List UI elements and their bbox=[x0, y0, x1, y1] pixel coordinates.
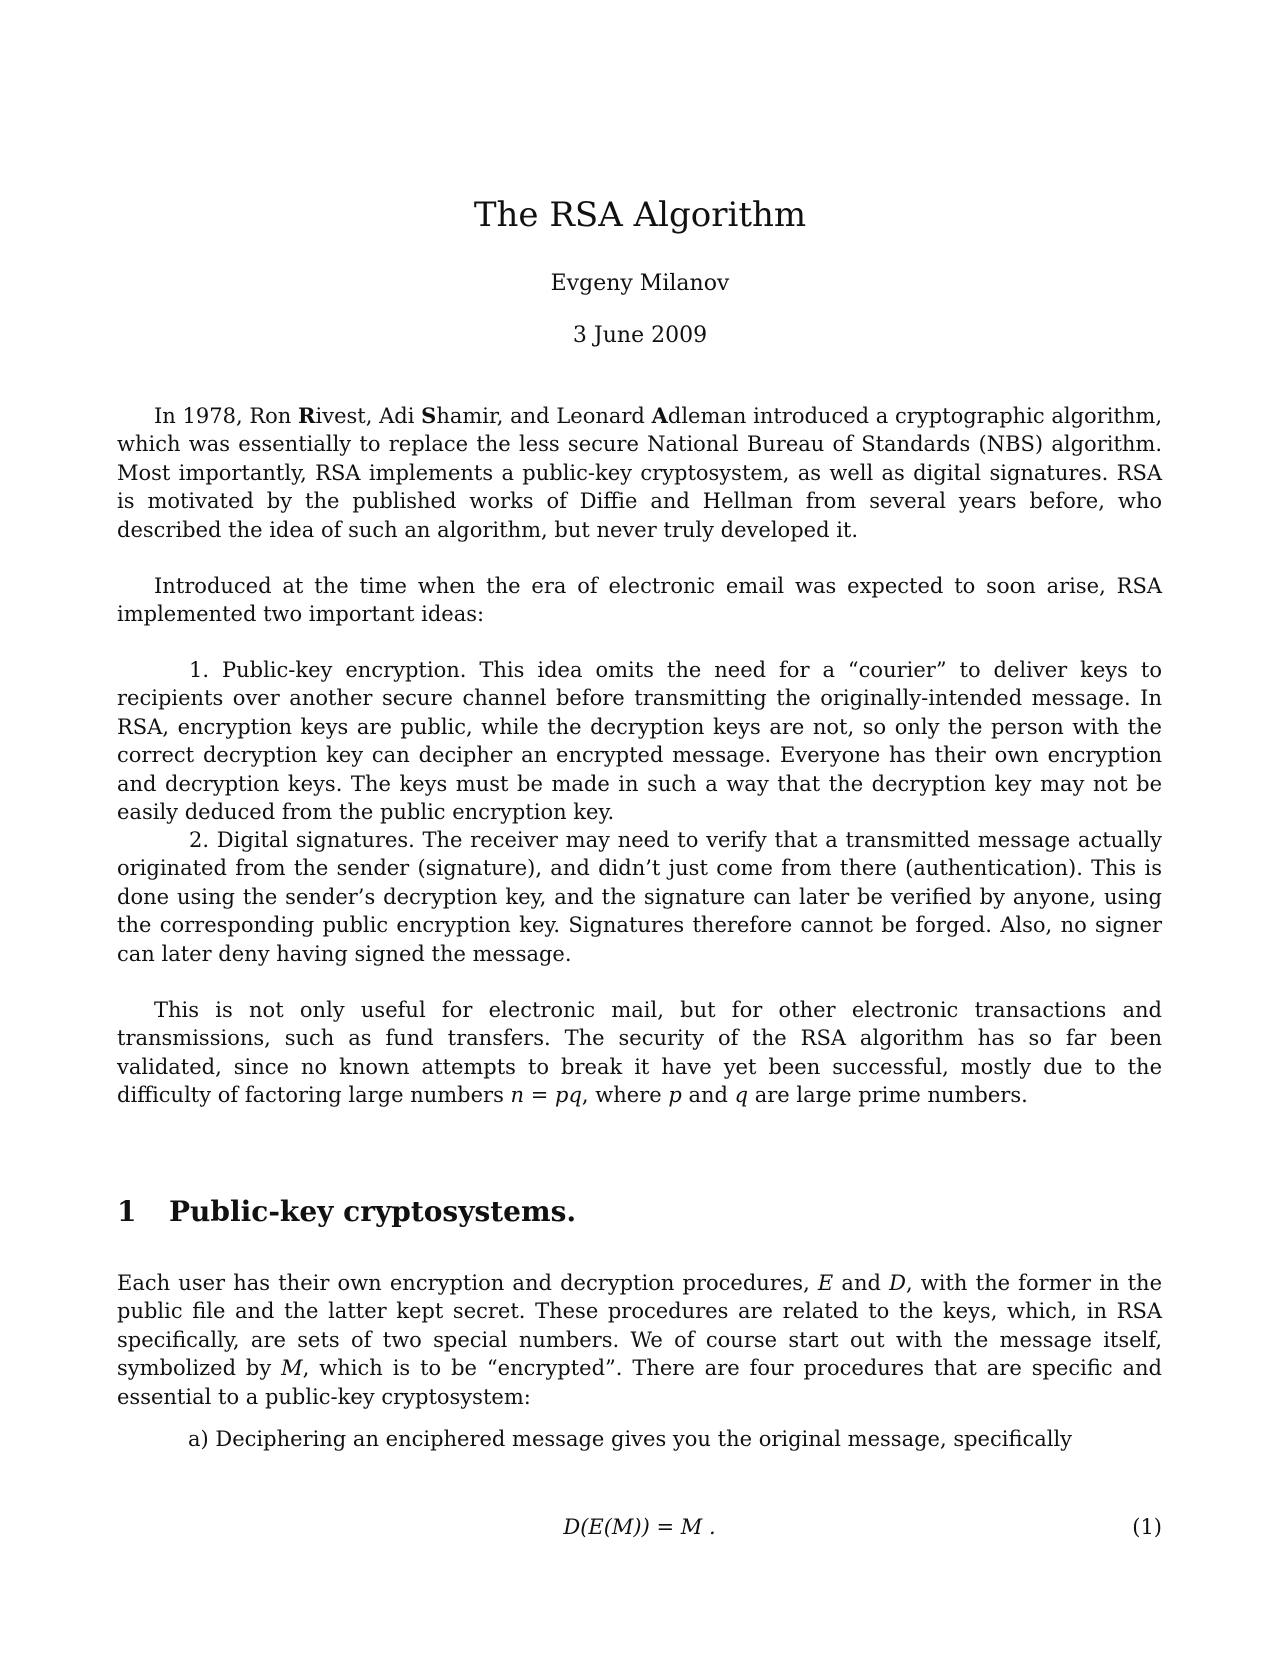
list-item-public-key-encryption: 1. Public-key encryption. This idea omits the need for a “courier” to deliver keys to recipients over another secure channel before transmitting the originally-intended message. In RSA, encryption keys are public, while the decryption keys are not, so only the person with the correct decryption key can decipher an encrypted message. Everyone has their own encryption and decryption keys. The keys must be made in such a way that the decryption key may not be easily deduced from the public encryption key. bbox=[117, 658, 1162, 825]
equation-number: (1) bbox=[1132, 1515, 1162, 1539]
intro-paragraph-security: This is not only useful for electronic mail, but for other electronic transactions and transmissions, such as fund transfers. The security of the RSA algorithm has so far been validated, since no known attempts to break it have yet been successful, mostly due to the difficulty of factoring large numbers n = pq, where p and q are large prime numbers. bbox=[117, 998, 1162, 1108]
list-item-digital-signatures: 2. Digital signatures. The receiver may need to verify that a transmitted message actually originated from the sender (signature), and didn’t just come from there (authentication). This is done using the sender’s decryption key, and the signature can later be verified by anyone, using the corresponding public encryption key. Signatures therefore cannot be forged. Also, no signer can later deny having signed the message. bbox=[117, 828, 1162, 966]
section-title: Public-key cryptosystems. bbox=[169, 1195, 577, 1228]
intro-paragraph-1: In 1978, Ron Rivest, Adi Shamir, and Leonard Adleman introduced a cryptographic algorithm, which was essentially to replace the less secure National Bureau of Standards (NBS) algorithm. Most importantly, RSA implements a public-key cryptosystem, as well as digital signatures. RSA is motivated by the published works of Diffie and Hellman from several years before, who described the idea of such an algorithm, but never truly developed it. bbox=[117, 403, 1163, 542]
list-item-a: a) Deciphering an enciphered message gives you the original message, specifically bbox=[188, 1427, 1073, 1451]
paper-date: 3 June 2009 bbox=[572, 323, 708, 348]
intro-paragraph-2: Introduced at the time when the era of electronic email was expected to soon arise, RSA implemented two important ideas: bbox=[117, 574, 1162, 627]
section-number: 1 bbox=[117, 1195, 137, 1228]
section-1-paragraph: Each user has their own encryption and decryption procedures, E and D, with the former in the public file and the latter kept secret. These procedures are related to the keys, which, in RSA specifically, are sets of two special numbers. We of course start out with the message itself, symbolized by M, which is to be “encrypted”. There are four procedures that are specific and essential to a public-key cryptosystem: bbox=[117, 1271, 1162, 1409]
equation-1 bbox=[117, 1512, 1162, 1542]
equation-expression: D(E(M)) = M . bbox=[563, 1515, 716, 1539]
section-1-heading bbox=[117, 1195, 576, 1229]
author-name: Evgeny Milanov bbox=[550, 271, 730, 296]
paper-title: The RSA Algorithm bbox=[473, 195, 807, 235]
